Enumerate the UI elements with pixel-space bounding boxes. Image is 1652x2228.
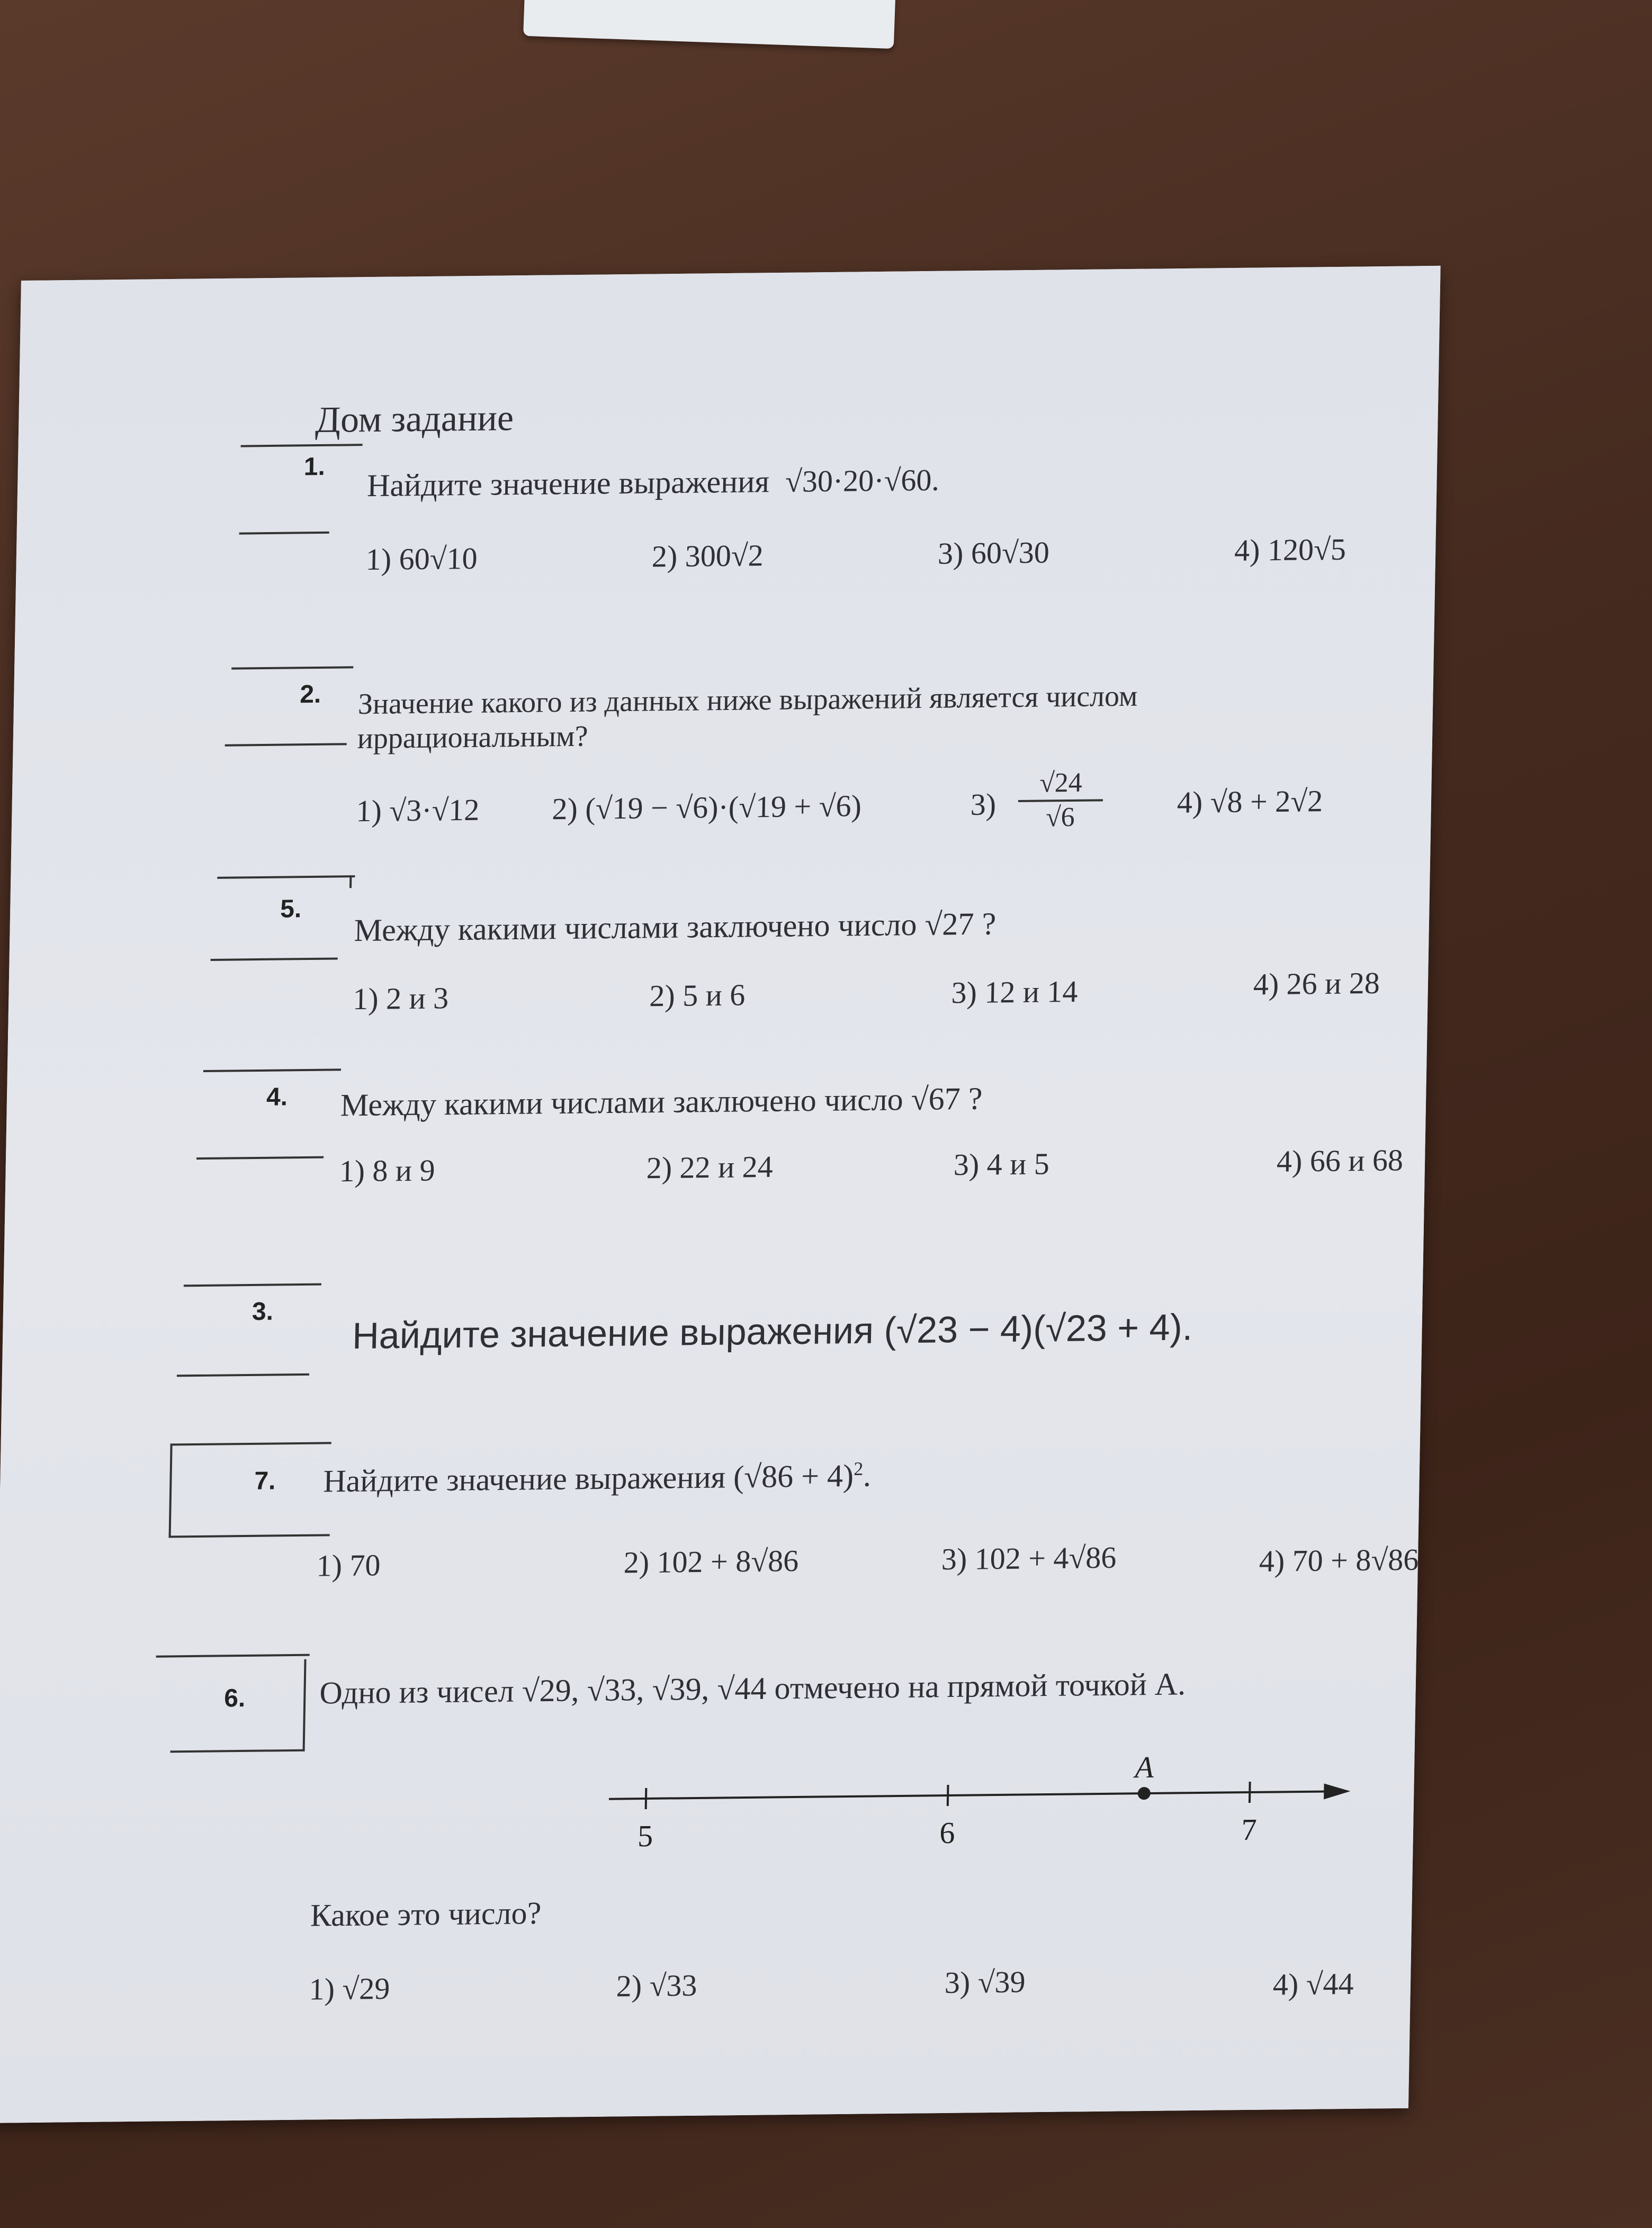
number-line-tick <box>646 1788 647 1809</box>
answer-line <box>177 1373 309 1377</box>
q3-text: Найдите значение выражения (√23 − 4)(√23 + 4). <box>352 1306 1193 1356</box>
worksheet <box>0 266 1441 2123</box>
q1-number: 1. <box>303 452 326 481</box>
q5-option-2: 2) 5 и 6 <box>649 977 746 1013</box>
q1-text: Найдите значение выражения √30·20·√60. <box>366 462 940 504</box>
q2-option-2: 2) (√19 − √6)·(√19 + √6) <box>552 788 862 826</box>
q5-option-4: 4) 26 и 28 <box>1253 965 1380 1002</box>
page-title: Дом задание <box>315 398 514 441</box>
q6-option-3: 3) √39 <box>944 1964 1026 2000</box>
q2-number: 2. <box>299 680 321 709</box>
number-line <box>603 1749 1357 1868</box>
answer-line <box>231 666 353 669</box>
q2-option-3-fraction <box>1018 767 1103 833</box>
answer-line <box>241 444 363 447</box>
q6-option-2: 2) √33 <box>616 1968 698 2004</box>
number-line-tick-label: 6 <box>939 1815 955 1850</box>
q4-option-4: 4) 66 и 68 <box>1276 1143 1404 1179</box>
q4-text: Между какими числами заключено число √67 ? <box>340 1081 983 1123</box>
q7-option-2: 2) 102 + 8√86 <box>623 1543 799 1580</box>
q7-number: 7. <box>254 1467 276 1495</box>
q2-text-line2: иррациональным? <box>357 720 589 756</box>
answer-line <box>211 957 338 961</box>
q6-question: Какое это число? <box>310 1895 542 1933</box>
paper-stack-corner <box>523 0 896 49</box>
answer-line <box>196 1156 324 1160</box>
q6-number: 6. <box>223 1684 246 1713</box>
answer-line <box>239 532 329 535</box>
q7-option-3: 3) 102 + 4√86 <box>941 1540 1117 1577</box>
point-a-label: A <box>1135 1749 1154 1785</box>
q7-text: Найдите значение выражения $(√86 + 4)^2$. <box>322 1458 872 1499</box>
answer-box <box>169 1442 331 1538</box>
q7-exponent: 2 <box>853 1458 864 1480</box>
q1-option-1: 1) 60√10 <box>365 541 478 577</box>
q5-option-3: 3) 12 и 14 <box>951 974 1079 1010</box>
q5-option-1: 1) 2 и 3 <box>352 981 449 1017</box>
q2-option-4: 4) √8 + 2√2 <box>1177 784 1323 820</box>
q2-text-line1: Значение какого из данных ниже выражений является числом <box>357 679 1138 721</box>
answer-line <box>217 875 355 879</box>
q6-text: Одно из чисел √29, √33, √39, √44 отмечено на прямой точкой A. <box>319 1666 1186 1711</box>
point-a <box>1138 1787 1151 1800</box>
q1-expression: √30·20·√60. <box>785 462 940 499</box>
number-line-tick-label: 5 <box>637 1818 653 1854</box>
answer-line <box>156 1654 310 1658</box>
q4-option-1: 1) 8 и 9 <box>339 1153 436 1189</box>
q7-option-4: 4) 70 + 8√86 <box>1259 1542 1419 1578</box>
answer-line <box>184 1283 321 1287</box>
answer-line <box>225 743 347 746</box>
number-line-tick-label: 7 <box>1241 1812 1258 1847</box>
q7-option-1: 1) 70 <box>316 1548 381 1583</box>
answer-line-tick <box>349 875 352 888</box>
q4-option-3: 3) 4 и 5 <box>953 1146 1050 1182</box>
q4-number: 4. <box>266 1083 288 1111</box>
q1-option-2: 2) 300√2 <box>651 538 764 574</box>
q6-option-4: 4) √44 <box>1272 1966 1354 2002</box>
q5-text: Между какими числами заключено число √27 ? <box>354 906 996 948</box>
number-line-axis <box>609 1791 1329 1799</box>
q2-fraction-numerator: √24 <box>1018 767 1103 802</box>
q2-option-1: 1) √3·√12 <box>355 792 480 829</box>
q6-option-1: 1) √29 <box>309 1971 390 2007</box>
q2-fraction-denominator: √6 <box>1045 802 1075 833</box>
number-line-arrow <box>1324 1783 1351 1800</box>
q2-option-3: 3) <box>970 787 996 822</box>
q7-period: . <box>863 1458 872 1493</box>
q1-option-3: 3) 60√30 <box>937 535 1050 571</box>
answer-line <box>203 1068 341 1072</box>
q4-option-2: 2) 22 и 24 <box>646 1149 774 1185</box>
q1-option-4: 4) 120√5 <box>1234 532 1346 568</box>
q5-number: 5. <box>280 895 302 923</box>
q3-number: 3. <box>252 1297 274 1326</box>
